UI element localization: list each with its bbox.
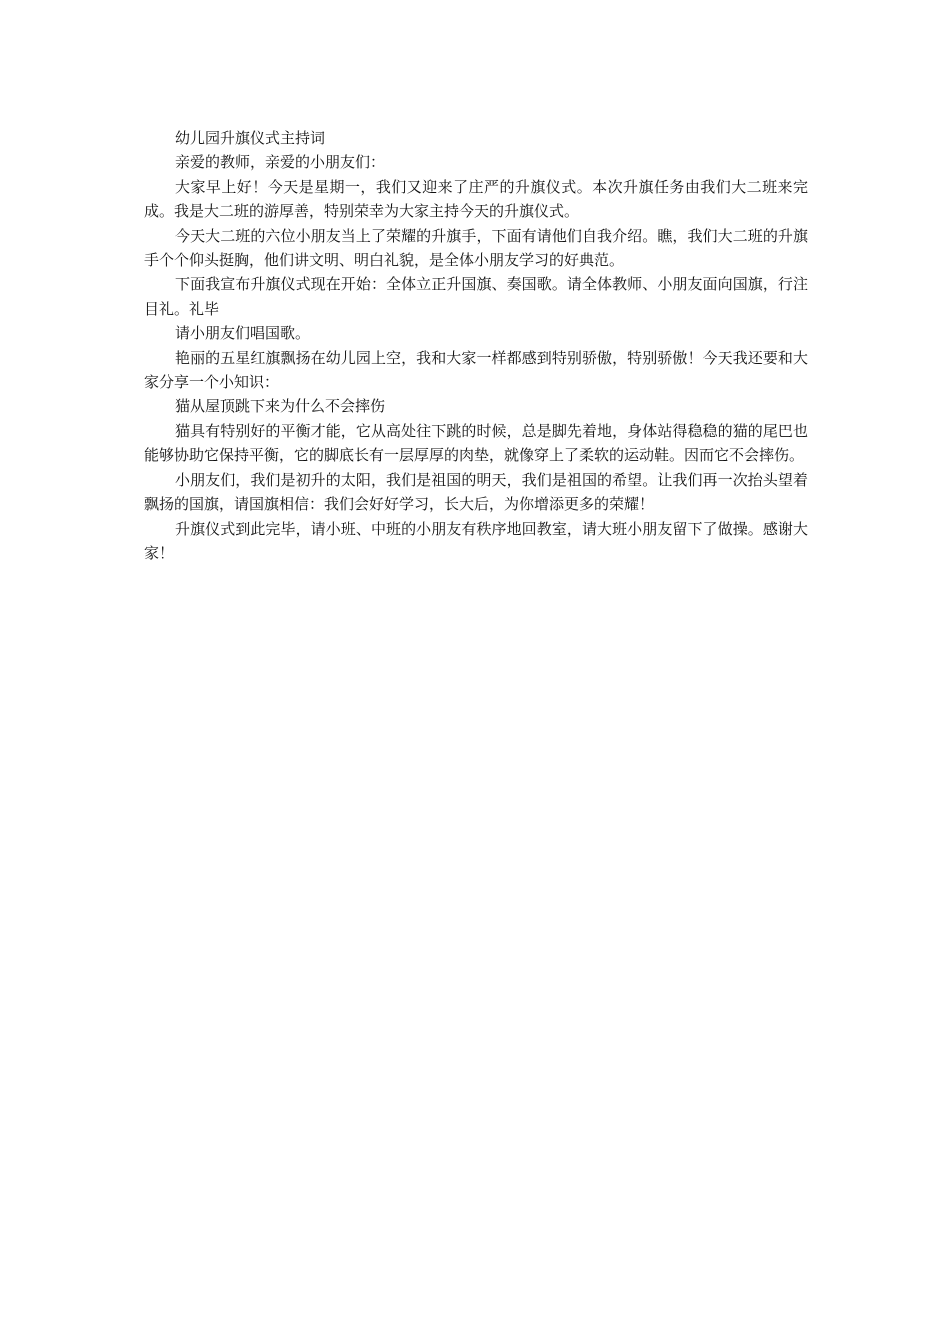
pride-paragraph: 艳丽的五星红旗飘扬在幼儿园上空，我和大家一样都感到特别骄傲，特别骄傲！今天我还要和大家分享一个小知识： bbox=[144, 348, 808, 392]
greeting-paragraph: 亲爱的教师，亲爱的小朋友们： bbox=[175, 153, 386, 172]
document-title: 幼儿园升旗仪式主持词 bbox=[175, 129, 326, 147]
document-page bbox=[144, 126, 808, 565]
knowledge-heading: 猫从屋顶跳下来为什么不会摔伤 bbox=[175, 397, 386, 416]
pledge-paragraph: 小朋友们，我们是初升的太阳，我们是祖国的明天，我们是祖国的希望。让我们再一次抬头望着飘扬的国旗，请国旗相信：我们会好好学习，长大后，为你增添更多的荣耀！ bbox=[144, 470, 808, 514]
opening-paragraph: 大家早上好！今天是星期一，我们又迎来了庄严的升旗仪式。本次升旗任务由我们大二班来完成。我是大二班的游厚善，特别荣幸为大家主持今天的升旗仪式。 bbox=[144, 177, 808, 221]
ceremony-start-paragraph: 下面我宣布升旗仪式现在开始：全体立正升国旗、奏国歌。请全体教师、小朋友面向国旗，行注目礼。礼毕 bbox=[144, 275, 808, 318]
flag-raisers-paragraph: 今天大二班的六位小朋友当上了荣耀的升旗手，下面有请他们自我介绍。瞧，我们大二班的升旗手个个仰头挺胸，他们讲文明、明白礼貌，是全体小朋友学习的好典范。 bbox=[144, 226, 808, 270]
closing-paragraph: 升旗仪式到此完毕，请小班、中班的小朋友有秩序地回教室，请大班小朋友留下了做操。感谢大家！ bbox=[144, 519, 808, 562]
knowledge-paragraph: 猫具有特别好的平衡才能，它从高处往下跳的时候，总是脚先着地，身体站得稳稳的猫的尾巴也能够协助它保持平衡，它的脚底长有一层厚厚的肉垫，就像穿上了柔软的运动鞋。因而它不会摔伤。 bbox=[144, 421, 808, 465]
anthem-paragraph: 请小朋友们唱国歌。 bbox=[175, 324, 311, 343]
